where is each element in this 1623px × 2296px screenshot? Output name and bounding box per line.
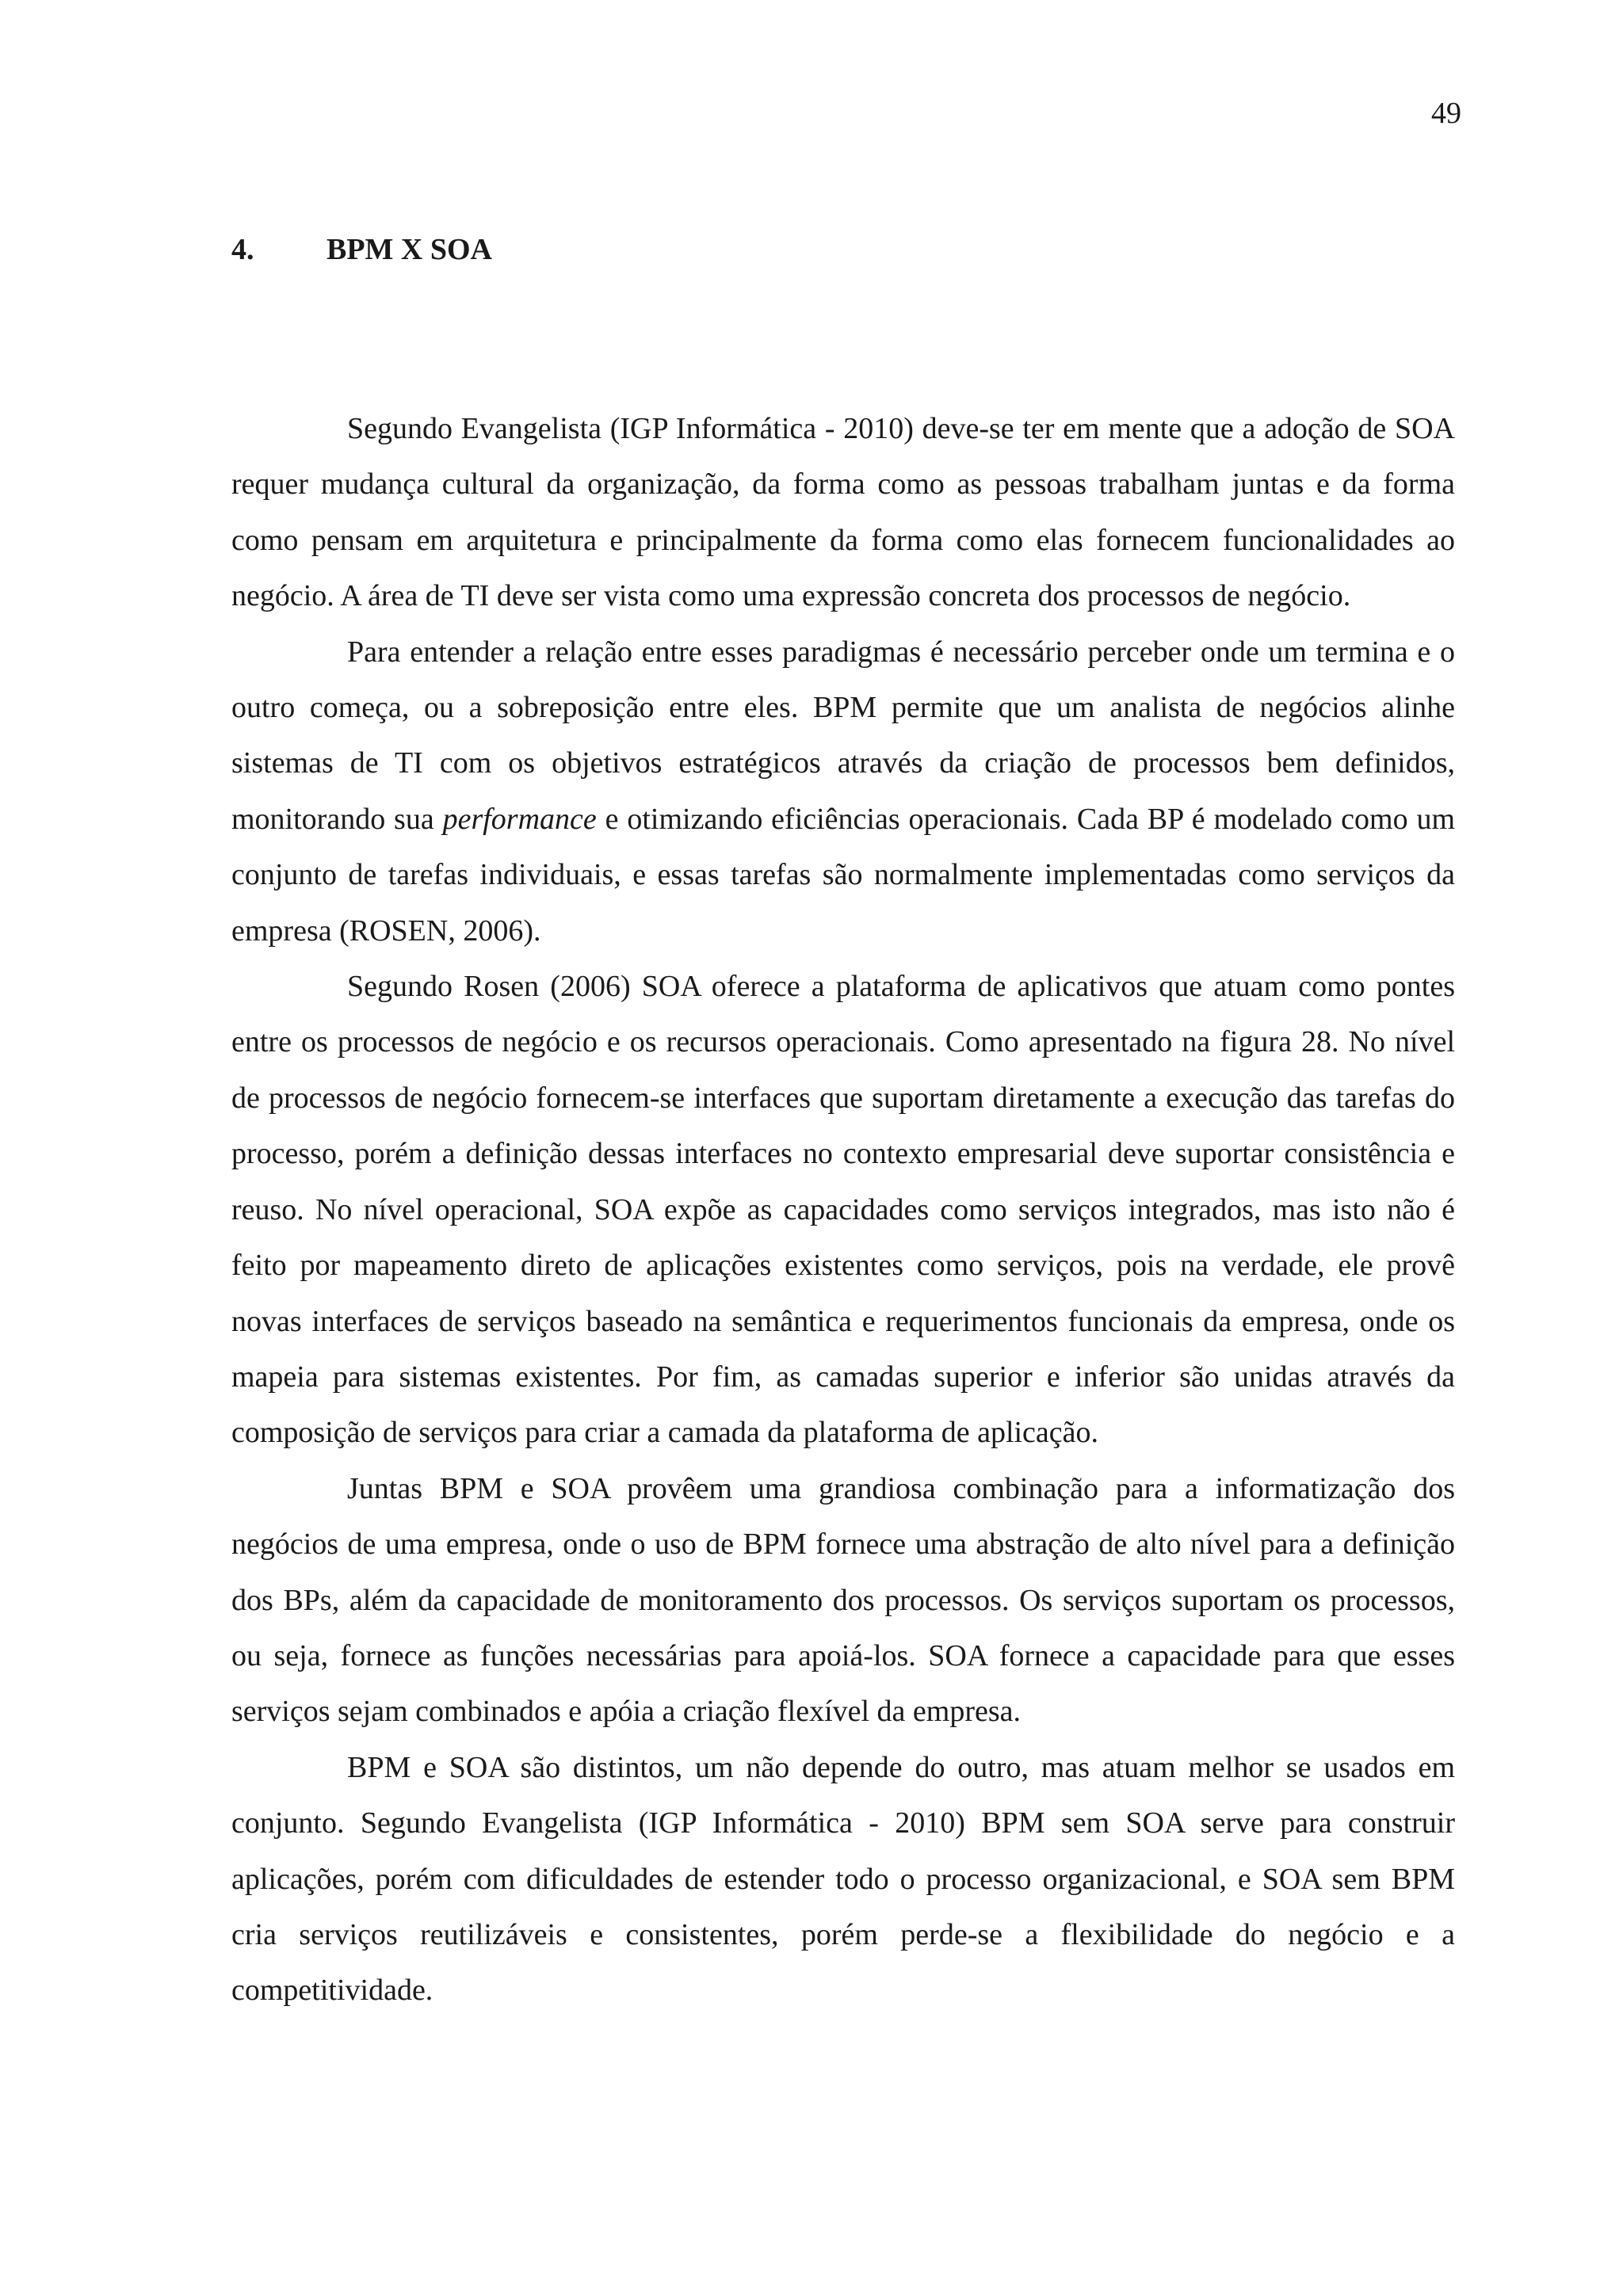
section-number: 4. [231,233,254,266]
body-text [231,401,1455,2019]
section-heading [231,235,492,265]
paragraph-5: BPM e SOA são distintos, um não depende do outro, mas atuam melhor se usados em conjunto. Segundo Evangelista (IGP Informática - 2010) BPM sem SOA serve para construir aplicações, porém com dificuldades de estender todo o processo organizacional, e SOA sem BPM cria serviços reutilizáveis e consistentes, porém perde-se a flexibilidade do negócio e a competitividade. [231,1750,1455,2008]
emphasis-performance: performance [442,802,597,836]
paragraph-2 [231,624,1455,959]
paragraph-3: Segundo Rosen (2006) SOA oferece a plataforma de aplicativos que atuam como pontes entre os processos de negócio e os recursos operacionais. Como apresentado na figura 28. No nível de processos de negócio fornecem-se interfaces que suportam diretamente a execução das tarefas do processo, porém a definição dessas interfaces no contexto empresarial deve suportar consistência e reuso. No nível operacional, SOA expõe as capacidades como serviços integrados, mas isto não é feito por mapeamento direto de aplicações existentes como serviços, pois na verdade, ele provê novas interfaces de serviços baseado na semântica e requerimentos funcionais da empresa, onde os mapeia para sistemas existentes. Por fim, as camadas superior e inferior são unidas através da composição de serviços para criar a camada da plataforma de aplicação. [231,970,1455,1450]
paragraph-2-part-2: e otimizando eficiências operacionais. Cada BP é modelado como um conjunto de tarefas individuais, e essas tarefas são normalmente implementadas como serviços da empresa (ROSEN, 2006). [231,802,1455,948]
paragraph-2-part-1: Para entender a relação entre esses paradigmas é necessário perceber onde um termina e o outro começa, ou a sobreposição entre eles. BPM permite que um analista de negócios alinhe sistemas de TI com os objetivos estratégicos através da criação de processos bem definidos, monitorando sua [231,635,1455,836]
section-title: BPM X SOA [327,233,492,266]
page-number: 49 [1431,97,1461,130]
paragraph-1: Segundo Evangelista (IGP Informática - 2010) deve-se ter em mente que a adoção de SOA requer mudança cultural da organização, da forma como as pessoas trabalham juntas e da forma como pensam em arquitetura e principalmente da forma como elas fornecem funcionalidades ao negócio. A área de TI deve ser vista como uma expressão concreta dos processos de negócio. [231,412,1455,613]
paragraph-4: Juntas BPM e SOA provêem uma grandiosa combinação para a informatização dos negócios de uma empresa, onde o uso de BPM fornece uma abstração de alto nível para a definição dos BPs, além da capacidade de monitoramento dos processos. Os serviços suportam os processos, ou seja, fornece as funções necessárias para apoiá-los. SOA fornece a capacidade para que esses serviços sejam combinados e apóia a criação flexível da empresa. [231,1471,1455,1729]
